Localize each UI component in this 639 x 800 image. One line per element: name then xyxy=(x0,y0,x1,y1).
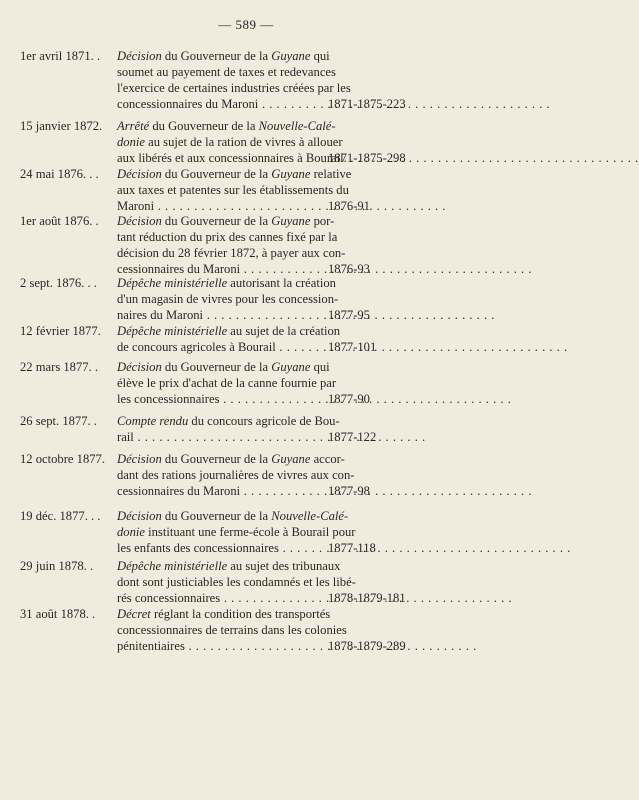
entry-reference: 1878-1879-181 xyxy=(328,591,406,605)
entry-date: 24 mai 1876. . . xyxy=(20,167,99,181)
entry-text-line: concessionnaires du Maroni . . . xyxy=(117,96,325,112)
entry-text-line: soumet au payement de taxes et redevances xyxy=(117,65,336,79)
entry-text-line: donie au sujet de la ration de vivres à allouer xyxy=(117,135,343,149)
entry-text-line: élève le prix d'achat de la canne fournie par xyxy=(117,376,337,390)
entry-date: 2 sept. 1876. . . xyxy=(20,276,97,290)
entry-text-line: cessionnaires du Maroni . . . xyxy=(117,261,325,277)
entry-text xyxy=(117,275,339,323)
entry-date: 31 août 1878. . xyxy=(20,607,96,621)
entry-reference: 1871-1875-298 xyxy=(328,151,406,165)
page-number: — 589 — xyxy=(218,17,274,32)
entry-text-line: rail . . . xyxy=(117,429,325,445)
entry-reference: 1877-122 xyxy=(328,430,377,444)
entry-date: 22 mars 1877. . xyxy=(20,360,99,374)
entry-text-line: rés concessionnaires . . . xyxy=(117,590,325,606)
entry-date: 19 déc. 1877. . . xyxy=(20,509,101,523)
entry-reference: 1877-95 xyxy=(328,308,370,322)
entry-text-line: les enfants des concessionnaires . . . xyxy=(117,540,325,556)
entry-text-line: aux libérés et aux concessionnaires à Bourail. . . . xyxy=(117,150,325,166)
entry-text-line: pénitentiaires . . . xyxy=(117,638,325,654)
entry-text-line: cessionnaires du Maroni . . . xyxy=(117,483,325,499)
entry-text xyxy=(117,359,337,407)
entry-date: 15 janvier 1872. xyxy=(20,119,103,133)
entry-text-line: les concessionnaires . . . xyxy=(117,391,325,407)
entry-reference: 1877-118 xyxy=(328,541,376,555)
entry-reference: 1877-101 xyxy=(328,340,377,354)
entry-reference: 1871-1875-223 xyxy=(328,97,406,111)
entry-text-line: aux taxes et patentes sur les établissements du xyxy=(117,183,349,197)
entry-text-line: d'un magasin de vivres pour les concession- xyxy=(117,292,339,306)
entry-reference: 1878-1879-289 xyxy=(328,639,406,653)
entry-text-line: Dépêche ministérielle autorisant la création xyxy=(117,276,336,290)
entry-text-line: Décision du Gouverneur de la Guyane por- xyxy=(117,214,335,228)
entry-text-line: Décision du Gouverneur de la Guyane qui xyxy=(117,360,330,374)
entry-text xyxy=(117,606,347,654)
entry-reference: 1877-90 xyxy=(328,392,370,406)
entry-date: 29 juin 1878. . xyxy=(20,559,94,573)
entry-text-line: Arrêté du Gouverneur de la Nouvelle-Calé- xyxy=(117,119,336,133)
entry-text-line: Décision du Gouverneur de la Guyane accor- xyxy=(117,452,345,466)
entry-date: 12 octobre 1877. xyxy=(20,452,105,466)
entry-reference: 1876-93 xyxy=(328,262,370,276)
entry-text-line: Dépêche ministérielle au sujet de la création xyxy=(117,324,341,338)
entry-text-line: dant des rations journalières de vivres aux con- xyxy=(117,468,355,482)
entry-text xyxy=(117,213,346,277)
entry-text xyxy=(117,118,347,166)
entry-text xyxy=(117,48,351,112)
entry-text-line: de concours agricoles à Bourail . . . xyxy=(117,339,325,355)
entry-text-line: Dépêche ministérielle au sujet des tribunaux xyxy=(117,559,341,573)
entry-text xyxy=(117,323,341,355)
entry-text-line: l'exercice de certaines industries créées par les xyxy=(117,81,351,95)
entry-date: 26 sept. 1877. . xyxy=(20,414,97,428)
entry-date: 1er août 1876. . xyxy=(20,214,99,228)
entry-text-line: Décision du Gouverneur de la Guyane relative xyxy=(117,167,352,181)
entry-text-line: Compte rendu du concours agricole de Bou- xyxy=(117,414,340,428)
entry-text xyxy=(117,558,356,606)
entry-text-line: Décret réglant la condition des transportés xyxy=(117,607,331,621)
entry-text-line: tant réduction du prix des cannes fixé par la xyxy=(117,230,338,244)
entry-reference: 1876-91 xyxy=(328,199,370,213)
entry-reference: 1877-98 xyxy=(328,484,370,498)
entry-text-line: dont sont justiciables les condamnés et les libé- xyxy=(117,575,356,589)
entry-text-line: Décision du Gouverneur de la Nouvelle-Calé- xyxy=(117,509,349,523)
entry-date: 1er avril 1871. . xyxy=(20,49,101,63)
entry-text xyxy=(117,413,340,445)
entry-text-line: décision du 28 février 1872, à payer aux con- xyxy=(117,246,346,260)
entry-text-line: Décision du Gouverneur de la Guyane qui xyxy=(117,49,330,63)
entry-text-line: donie instituant une ferme-école à Bourail pour xyxy=(117,525,356,539)
entry-text-line: concessionnaires de terrains dans les colonies xyxy=(117,623,347,637)
entry-date: 12 février 1877. xyxy=(20,324,101,338)
entry-text-line: naires du Maroni . . . xyxy=(117,307,325,323)
entry-text-line: Maroni . . . xyxy=(117,198,325,214)
